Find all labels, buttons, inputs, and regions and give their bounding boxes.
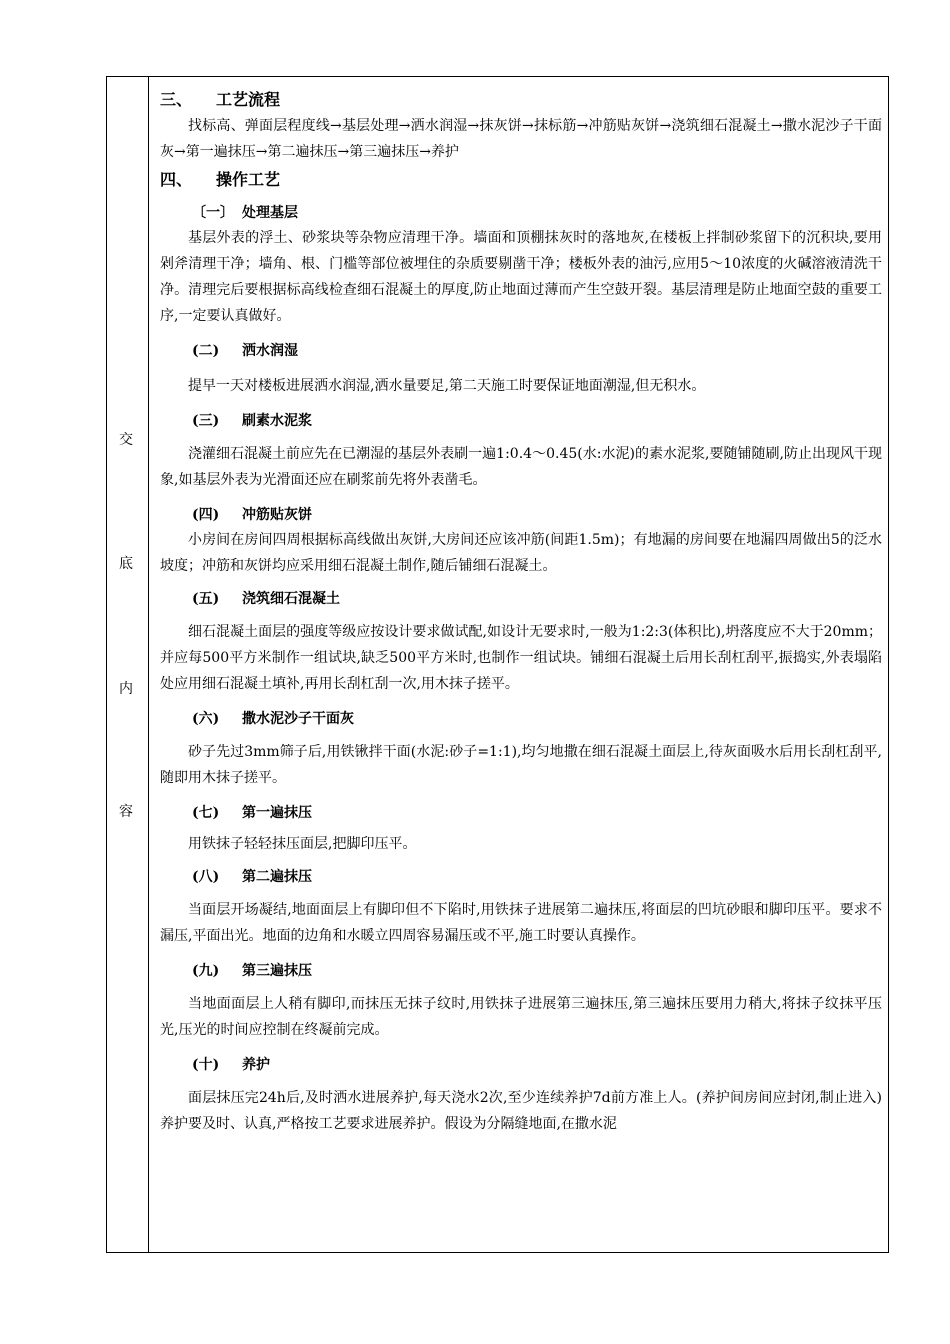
step-body-4: 小房间在房间四周根据标高线做出灰饼,大房间还应该冲筋(间距1.5m)；有地漏的房间要在地漏四周做出5的泛水坡度；冲筋和灰饼均应采用细石混凝土制作,随后铺细石混凝土。 (160, 532, 882, 574)
step-number: (四) (192, 507, 220, 523)
step-number: (七) (192, 805, 220, 821)
step-number: (十) (192, 1057, 220, 1073)
step-body-7: 用铁抹子轻轻抹压面层,把脚印压平。 (188, 836, 417, 852)
step-heading-3 (160, 409, 882, 433)
step-body-10: 面层抹压完24h后,及时洒水进展养护,每天浇水2次,至少连续养护7d前方准上人。(养护间房间应封闭,制止进入)养护要及时、认真,严格按工艺要求进展养护。假设为分隔缝地面,在撒水泥 (160, 1090, 882, 1132)
section-heading-process (160, 87, 882, 113)
step-number: 〔一〕 (192, 205, 234, 221)
step-heading-6 (160, 707, 882, 731)
step-title: 冲筋贴灰饼 (242, 507, 312, 523)
side-label-char-2: 底 (119, 556, 133, 572)
step-body-2: 提早一天对楼板进展洒水润湿,洒水量要足,第二天施工时要保证地面潮湿,但无积水。 (188, 378, 706, 394)
step-heading-7 (160, 801, 882, 825)
step-body-6: 砂子先过3mm筛子后,用铁锹拌干面(水泥:砂子=1:1),均匀地撒在细石混凝土面层上,待灰面吸水后用长刮杠刮平,随即用木抹子搓平。 (160, 744, 882, 786)
disclosure-content (160, 86, 882, 1137)
section-title: 操作工艺 (216, 170, 281, 189)
section-heading-operation (160, 167, 882, 193)
step-number: (五) (192, 591, 220, 607)
step-title: 第一遍抹压 (242, 805, 312, 821)
step-title: 养护 (242, 1057, 270, 1073)
step-title: 处理基层 (242, 205, 298, 221)
step-body-8: 当面层开场凝结,地面面层上有脚印但不下陷时,用铁抹子进展第二遍抹压,将面层的凹坑砂眼和脚印压平。要求不漏压,平面出光。地面的边角和水暖立四周容易漏压或不平,施工时要认真操作。 (160, 902, 882, 944)
column-divider (148, 76, 149, 1253)
step-title: 刷素水泥浆 (242, 413, 312, 429)
step-title: 撒水泥沙子干面灰 (242, 711, 354, 727)
step-number: (六) (192, 711, 220, 727)
section-title: 工艺流程 (216, 90, 281, 109)
step-number: (三) (192, 413, 220, 429)
step-number: (八) (192, 869, 220, 885)
side-label-char-3: 内 (119, 681, 133, 697)
step-heading-5 (160, 587, 882, 611)
step-title: 洒水润湿 (242, 343, 298, 359)
step-body-1: 基层外表的浮土、砂浆块等杂物应清理干净。墙面和顶棚抹灰时的落地灰,在楼板上拌制砂浆留下的沉积块,要用剁斧清理干净；墙角、根、门槛等部位被埋住的杂质要剔凿干净；楼板外表的油污,应用5～10浓度的火碱溶液清洗干净。清理完后要根据标高线检查细石混凝土的厚度,防止地面过薄而产生空鼓开裂。基层清理是防止地面空鼓的重要工序,一定要认真做好。 (160, 230, 882, 324)
step-body-3: 浇灌细石混凝土前应先在已潮湿的基层外表刷一遍1:0.4～0.45(水:水泥)的素水泥浆,要随铺随刷,防止出现风干现象,如基层外表为光滑面还应在刷浆前先将外表凿毛。 (160, 446, 882, 488)
step-heading-10 (160, 1053, 882, 1077)
step-title: 第三遍抹压 (242, 963, 312, 979)
step-number: (九) (192, 963, 220, 979)
section-number: 四、 (160, 170, 193, 189)
step-heading-4 (160, 503, 882, 527)
step-heading-2 (160, 339, 882, 363)
side-label-char-1: 交 (119, 432, 133, 448)
section-number: 三、 (160, 90, 193, 109)
step-heading-1 (160, 201, 882, 225)
step-number: (二) (192, 343, 220, 359)
step-heading-9 (160, 959, 882, 983)
step-heading-8 (160, 865, 882, 889)
step-body-9: 当地面面层上人稍有脚印,而抹压无抹子纹时,用铁抹子进展第三遍抹压,第三遍抹压要用力稍大,将抹子纹抹平压光,压光的时间应控制在终凝前完成。 (160, 996, 882, 1038)
process-flow-text: 找标高、弹面层程度线→基层处理→洒水润湿→抹灰饼→抹标筋→冲筋贴灰饼→浇筑细石混凝土→撒水泥沙子干面灰→第一遍抹压→第二遍抹压→第三遍抹压→养护 (160, 118, 882, 160)
step-title: 第二遍抹压 (242, 869, 312, 885)
step-title: 浇筑细石混凝土 (242, 591, 340, 607)
step-body-5: 细石混凝土面层的强度等级应按设计要求做试配,如设计无要求时,一般为1:2:3(体积比),坍落度应不大于20mm；并应每500平方米制作一组试块,缺乏500平方米时,也制作一组试块。铺细石混凝土后用长刮杠刮平,振捣实,外表塌陷处应用细石混凝土填补,再用长刮杠刮一次,用木抹子搓平。 (160, 624, 882, 692)
side-label-char-4: 容 (119, 804, 133, 820)
